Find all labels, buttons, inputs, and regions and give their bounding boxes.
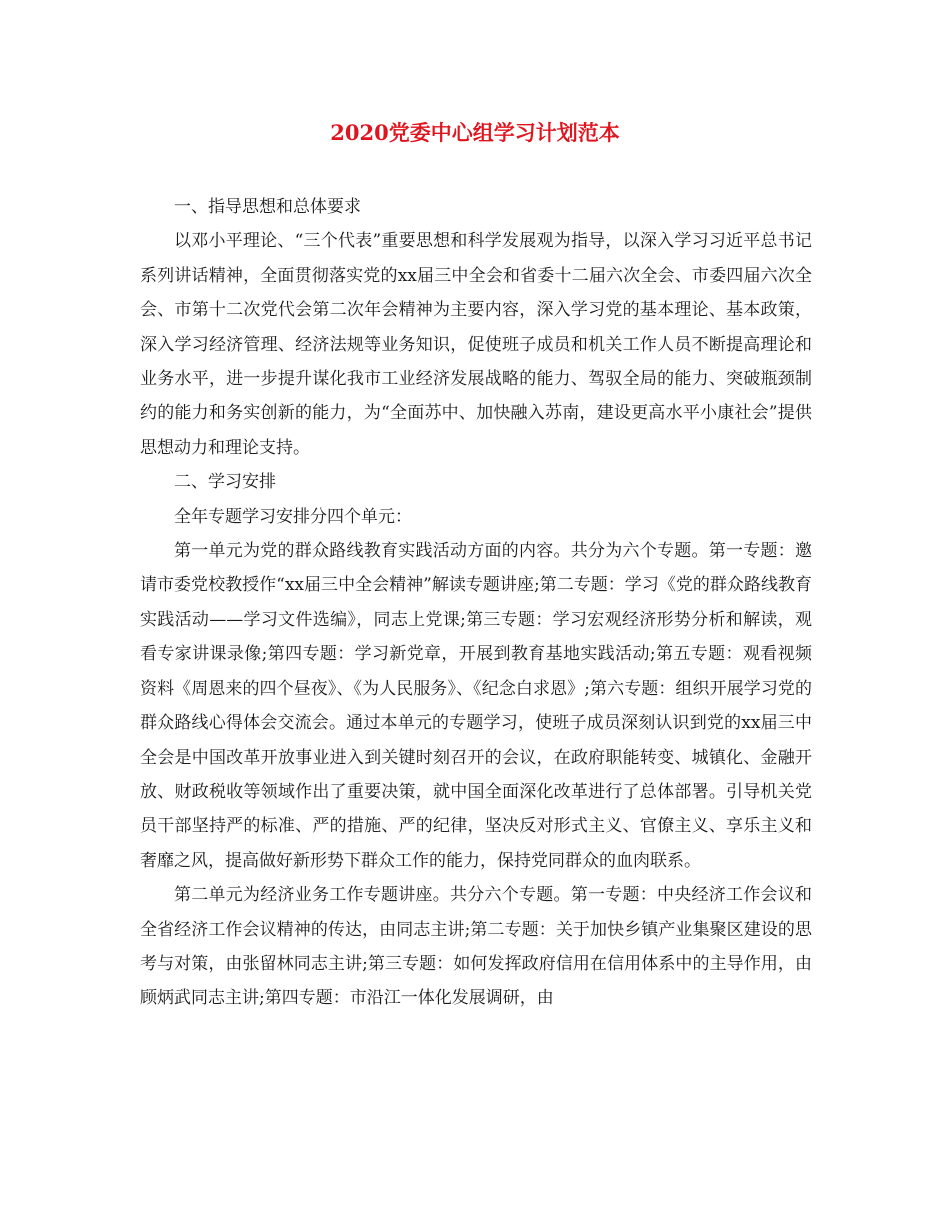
paragraph-unit-two: 第二单元为经济业务工作专题讲座。共分六个专题。第一专题：中央经济工作会议和全省经济工作会议精神的传达，由同志主讲;第二专题：关于加快乡镇产业集聚区建设的思考与对策，由张留林同志主讲;第三专题：如何发挥政府信用在信用体系中的主导作用，由顾炳武同志主讲;第四专题：市沿江一体化发展调研，由 [140, 885, 812, 1009]
section-heading-study-arrangement: 二、学习安排 [174, 472, 276, 493]
paragraph-four-units: 全年专题学习安排分四个单元： [174, 506, 412, 527]
section-heading-guiding-thought: 一、指导思想和总体要求 [174, 197, 361, 217]
paragraph-unit-one: 第一单元为党的群众路线教育实践活动方面的内容。共分为六个专题。第一专题：邀请市委党校教授作“xx届三中全会精神”解读专题讲座;第二专题：学习《党的群众路线教育实践活动——学习文件选编》，同志上党课;第三专题：学习宏观经济形势分析和解读，观看专家讲课录像;第四专题：学习新党章，开展到教育基地实践活动;第五专题：观看视频资料《周恩来的四个昼夜》、《为人民服务》、《纪念白求恩》;第六专题：组织开展学习党的群众路线心得体会交流会。通过本单元的专题学习，使班子成员深刻认识到党的xx届三中全会是中国改革开放事业进入到关键时刻召开的会议，在政府职能转变、城镇化、金融开放、财政税收等领域作出了重要决策，就中国全面深化改革进行了总体部署。引导机关党员干部坚持严的标准、严的措施、严的纪律，坚决反对形式主义、官僚主义、享乐主义和奢靡之风，提高做好新形势下群众工作的能力，保持党同群众的血肉联系。 [140, 541, 812, 871]
paragraph-guiding-thought: 以邓小平理论、“三个代表”重要思想和科学发展观为指导，以深入学习习近平总书记系列讲话精神，全面贯彻落实党的xx届三中全会和省委十二届六次全会、市委四届六次全会、市第十二次党代会第二次年会精神为主要内容，深入学习党的基本理论、基本政策，深入学习经济管理、经济法规等业务知识，促使班子成员和机关工作人员不断提高理论和业务水平，进一步提升谋化我市工业经济发展战略的能力、驾驭全局的能力、突破瓶颈制约的能力和务实创新的能力，为“全面苏中、加快融入苏南，建设更高水平小康社会”提供思想动力和理论支持。 [140, 231, 812, 458]
document-body [140, 190, 812, 1016]
document-title: 2020党委中心组学习计划范本 [330, 120, 620, 145]
